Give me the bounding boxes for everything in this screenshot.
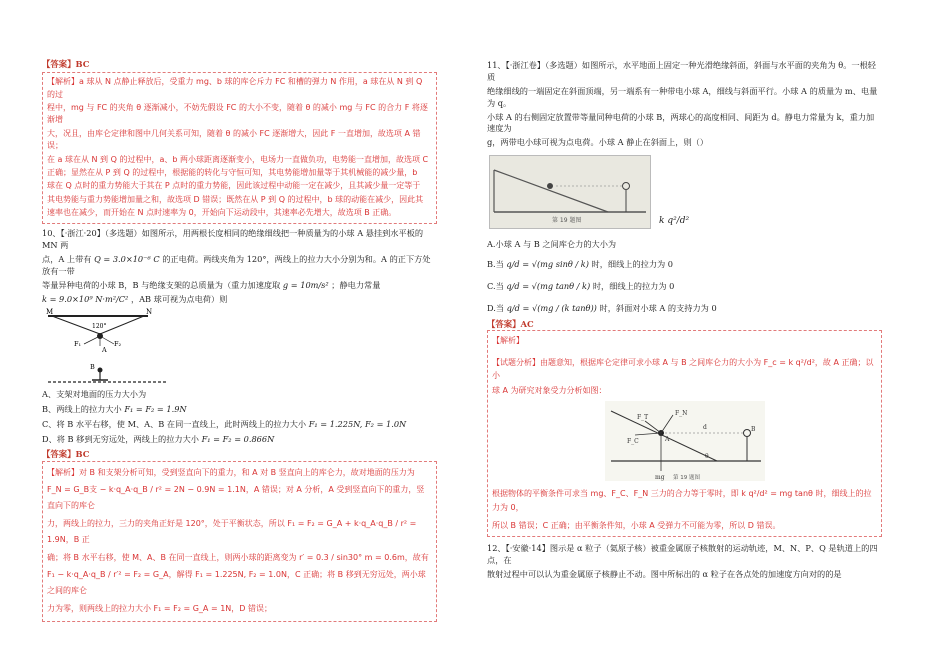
- label-d: d: [702, 424, 707, 432]
- text-span: ，AB 球可视为点电荷）则: [130, 293, 228, 304]
- text-span: 点，A 上带有: [42, 254, 92, 265]
- text-span: 等量异种电荷的小球 B，B 与绝缘支架的总质量为（重力加速度取: [42, 280, 281, 291]
- text-span: C.当: [487, 281, 504, 292]
- question-text: 散射过程中可以认为重金属原子核静止不动。图中所标出的 α 粒子在各点处的加速度方向对的的是: [487, 568, 842, 579]
- explanation-box-q10: [42, 461, 437, 623]
- question-text: 小球 A 的右侧固定放置带等量同种电荷的小球 B，两球心的高度相同、间距为 d。静电力常量为 k，重力加速度为: [487, 111, 875, 134]
- question-12: [487, 543, 882, 581]
- label-B: B: [90, 362, 95, 371]
- label-M: M: [46, 307, 54, 316]
- label-theta: θ: [704, 453, 709, 461]
- label-FN: F_N: [674, 410, 687, 418]
- option-b: [42, 404, 437, 416]
- formula: q/d = √(mg tanθ / k): [506, 281, 591, 292]
- question-text: 12、【·安徽·14】图示是 α 粒子（氦原子核）被重金属原子核散射的运动轨迹，M、N、P、Q 是轨道上的四点，在: [487, 543, 878, 566]
- question-text: [42, 294, 437, 306]
- explain-line: 球 A 为研究对象受力分析如图：: [492, 385, 607, 395]
- label-mg: mg: [654, 474, 665, 482]
- question-text: g，两带电小球可视为点电荷。小球 A 静止在斜面上，则（）: [487, 137, 709, 148]
- right-column: [487, 0, 882, 583]
- explain-line: 根据物体的平衡条件可求当 mg、F_C、F_N 三力的合力等于零时，即 k q²/d² = mg tanθ 时，细线上的拉力为 0，: [492, 489, 872, 512]
- formula: F₁ = F₂ = 0.866N: [201, 433, 275, 444]
- question-11: [487, 60, 882, 149]
- charge-formula: Q = 3.0×10⁻⁶ C: [94, 254, 160, 265]
- explain-heading: 【解析】: [492, 335, 524, 345]
- answer-label: 【答案】AC: [487, 318, 534, 329]
- question-text: [42, 254, 437, 278]
- answer-label: 【答案】BC: [42, 59, 90, 69]
- option-c: [487, 281, 882, 293]
- left-column: [42, 0, 437, 622]
- explain-line: 确；将 B 水平右移，使 M、A、B 在同一直线上，则两小球的距离变为 r′ = 0.3 / sin30° m = 0.6m，故有: [47, 552, 429, 562]
- explain-line: 所以 B 错误；C 正确；由平衡条件知，小球 A 受弹力不可能为零，所以 D 错误。: [492, 520, 781, 530]
- explanation-box: [42, 72, 437, 224]
- option-c: [42, 419, 437, 431]
- force-diagram: [605, 401, 765, 481]
- text-span: 时，细线上的拉力为 0: [592, 281, 675, 292]
- option-a: A、支架对地面的压力大小为: [42, 388, 147, 399]
- label-A: A: [664, 436, 669, 444]
- explain-line: 【试题分析】由题意知，根据库仑定律可求小球 A 与 B 之间库仑力的大小为 F_c = k q²/d²，故 A 正确；以小: [492, 357, 874, 381]
- coulomb-constant: k = 9.0×10⁹ N·m²/C²: [42, 293, 129, 304]
- figure-caption: 第 19 题图: [672, 475, 700, 482]
- question-text: 10、【·浙江·20】（多选题）如图所示，用两根长度相同的绝缘细线把一种质量为的小球 A 悬挂到水平板的 MN 两: [42, 228, 424, 251]
- text-span: ；静电力常量: [331, 280, 381, 291]
- option-d: [42, 434, 437, 446]
- formula: F₁ = F₂ = 1.9N: [124, 403, 187, 414]
- explain-line: F_N = G_B支 − k·q_A·q_B / r² = 2N − 0.9N = 1.1N，A 错误；对 A 分析，A 受到竖直向下的重力，竖直向下的库仑: [47, 484, 425, 511]
- label-FC: F_C: [626, 438, 639, 446]
- label-A: A: [102, 345, 107, 354]
- question-10: [42, 228, 437, 445]
- explain-line: 速率也在减少，而开始在 N 点时速率为 0，开始向下运动段中，其速率必先增大，故选项 B 正确。: [47, 208, 397, 218]
- gravity-formula: g = 10m/s²: [282, 280, 329, 291]
- explain-line: 其电势能与重力势能增加量之和，故选项 D 错误；既然在从 P 到 Q 的过程中，b 球的动能在减少，因此其: [47, 194, 424, 204]
- formula: F₁ = 1.225N, F₂ = 1.0N: [308, 418, 407, 429]
- text-span: 的正电荷。两线夹角为 120°，两线上的拉力大小分别为和。A 的正下方处放有一带: [42, 254, 431, 277]
- formula: q/d = √(mg sinθ / k): [506, 259, 589, 270]
- text-span: 时，细线上的拉力为 0: [591, 259, 673, 270]
- text-span: D.当: [487, 302, 505, 313]
- label-F1: F₁: [74, 339, 82, 348]
- explain-line: 【解析】对 B 和支架分析可知，受到竖直向下的重力，和 A 对 B 竖直向上的库仑力，故对地面的压力为: [47, 467, 415, 477]
- explain-line: 球在 Q 点时的重力势能大于其在 P 点时的重力势能，因此该过程中动能一定在减少，且其减少量一定等于: [47, 181, 421, 191]
- explain-line: 力为零，则两线上的拉力大小 F₁ = F₂ = G_A = 1N，D 错误；: [47, 603, 272, 613]
- answer-label: 【答案】BC: [42, 449, 90, 460]
- label-FT: F_T: [636, 414, 648, 422]
- text-span: C、将 B 水平右移，使 M、A、B 在同一直线上，此时两线上的拉力大小: [42, 418, 307, 429]
- text-span: B.当: [487, 259, 504, 270]
- incline-photo-figure: [489, 155, 651, 229]
- option-a-formula: [659, 215, 689, 228]
- question-text: 11、【·浙江卷】（多选题）如图所示，水平地面上固定一种光滑绝缘斜面，斜面与水平面的夹角为 θ。一根轻质: [487, 60, 876, 82]
- explain-line: 【解析】a 球从 N 点静止释放后，受重力 mg、b 球的库仑斥力 FC 和槽的弹力 N 作用，a 球在从 N 到 Q 的过: [47, 77, 423, 99]
- text-span: 时，斜面对小球 A 的支持力为 0: [599, 302, 717, 313]
- explain-line: F₁ − k·q_A·q_B / r′² = F₂ = G_A，解得 F₁ = 1.225N, F₂ = 1.0N，C 正确；将 B 移到无穷远处，两小球之间的库仑: [47, 569, 426, 596]
- text-span: B、两线上的拉力大小: [42, 403, 122, 414]
- label-angle: 120°: [92, 322, 107, 330]
- figure-caption: 第 19 题图: [552, 217, 582, 225]
- option-a: A.小球 A 与 B 之间库仑力的大小为: [487, 239, 617, 250]
- label-F2: F₂: [114, 339, 122, 348]
- explain-line: 在 a 球在从 N 到 Q 的过程中，a、b 两小球距离逐渐变小，电场力一直做负功，电势能一直增加，故选项 C: [47, 154, 429, 164]
- explain-line: 力，两线上的拉力，三力的夹角正好是 120°，处于平衡状态，所以 F₁ = F₂ = G_A + k·q_A·q_B / r² = 1.9N，B 正: [47, 518, 417, 545]
- question-text: 绝缘细线的一端固定在斜面顶端，另一端系有一种带电小球 A，细线与斜面平行。小球 A 的质量为 m、电量为 q。: [487, 85, 878, 108]
- text-span: D、将 B 移到无穷远处，两线上的拉力大小: [42, 433, 199, 444]
- explain-line: 正确；显然在从 P 到 Q 的过程中，根据能的转化与守恒可知，其电势能增加量等于其机械能的减少量，b: [47, 167, 418, 177]
- hanging-ball-figure: [44, 308, 174, 386]
- explain-line: 程中，mg 与 FC 的夹角 θ 逐渐减小，不妨先假设 FC 的大小不变，随着 θ 的减小 mg 与 FC 的合力 F 将逐渐增: [47, 102, 428, 125]
- label-B: B: [750, 426, 755, 434]
- coulomb-force-formula: k q²/d²: [659, 216, 690, 227]
- option-d: [487, 303, 882, 315]
- explanation-box-q11: [487, 330, 882, 537]
- question-text: [42, 280, 437, 292]
- explain-line: 大，况且，由库仑定律和图中几何关系可知，随着 θ 的减小 FC 逐渐增大，因此 F 一直增加，故选项 A 错误；: [47, 128, 421, 151]
- formula: q/d = √(mg / (k tanθ)): [506, 302, 597, 313]
- option-b: [487, 259, 882, 271]
- label-N: N: [146, 307, 153, 316]
